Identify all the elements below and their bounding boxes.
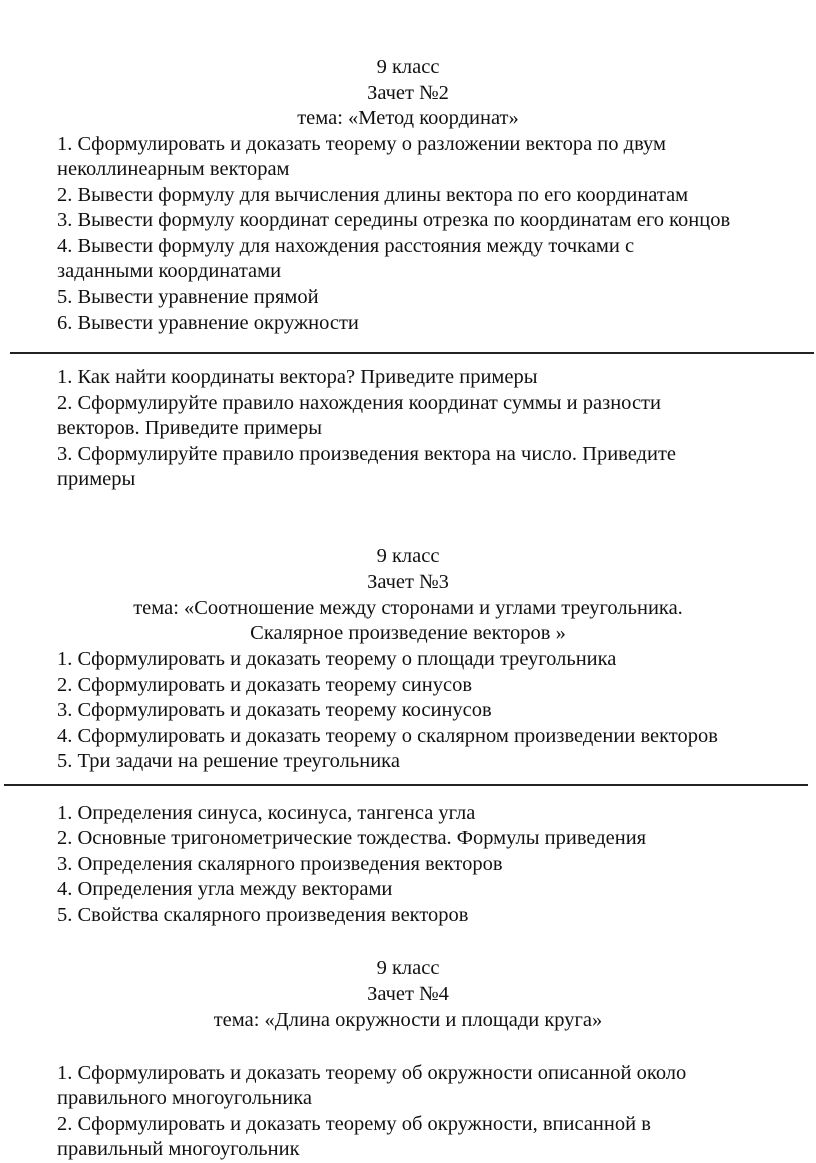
question-line: примеры	[57, 468, 136, 490]
question-line: 4. Определения угла между векторами	[57, 878, 393, 900]
theory-line: 4. Вывести формулу для нахождения расстояния между точками с	[57, 235, 635, 257]
topic-heading: тема: «Длина окружности и площади круга»	[213, 1009, 603, 1031]
question-line: 3. Сформулируйте правило произведения вектора на число. Приведите	[57, 443, 677, 465]
zachet-title: Зачет №3	[367, 571, 449, 593]
question-line: 2. Сформулируйте правило нахождения координат суммы и разности	[57, 392, 661, 414]
theory-line: 2. Сформулировать и доказать теорему об окружности, вписанной в	[57, 1113, 651, 1135]
section-divider	[10, 352, 814, 354]
theory-line: 5. Вывести уравнение прямой	[57, 286, 319, 308]
section-divider	[4, 784, 808, 786]
theory-line: 1. Сформулировать и доказать теорему о разложении вектора по двум	[57, 133, 666, 155]
grade-heading: 9 класс	[376, 545, 440, 567]
theory-line: 5. Три задачи на решение треугольника	[57, 750, 400, 772]
topic-heading: тема: «Метод координат»	[297, 107, 519, 129]
theory-line: 1. Сформулировать и доказать теорему об окружности описанной около	[57, 1062, 687, 1084]
theory-line: 4. Сформулировать и доказать теорему о скалярном произведении векторов	[57, 725, 718, 747]
theory-line: 1. Сформулировать и доказать теорему о площади треугольника	[57, 648, 617, 670]
zachet-title: Зачет №2	[367, 82, 449, 104]
question-line: векторов. Приведите примеры	[57, 417, 322, 439]
zachet-title: Зачет №4	[367, 983, 449, 1005]
theory-line: неколлинеарным векторам	[57, 158, 290, 180]
topic-heading-continued: Скалярное произведение векторов »	[250, 622, 566, 644]
question-line: 1. Определения синуса, косинуса, тангенса угла	[57, 802, 476, 824]
question-line: 2. Основные тригонометрические тождества. Формулы приведения	[57, 827, 647, 849]
question-line: 5. Свойства скалярного произведения векторов	[57, 904, 469, 926]
theory-line: правильного многоугольника	[57, 1087, 312, 1109]
grade-heading: 9 класс	[376, 957, 440, 979]
theory-line: 6. Вывести уравнение окружности	[57, 312, 359, 334]
theory-line: 3. Вывести формулу координат середины отрезка по координатам его концов	[57, 209, 731, 231]
theory-line: правильный многоугольник	[57, 1138, 300, 1160]
topic-heading: тема: «Соотношение между сторонами и углами треугольника.	[133, 597, 683, 619]
theory-line: 2. Сформулировать и доказать теорему синусов	[57, 674, 473, 696]
theory-line: 3. Сформулировать и доказать теорему косинусов	[57, 699, 492, 721]
theory-line: 2. Вывести формулу для вычисления длины вектора по его координатам	[57, 184, 689, 206]
grade-heading: 9 класс	[376, 56, 440, 78]
theory-line: заданными координатами	[57, 260, 282, 282]
question-line: 3. Определения скалярного произведения векторов	[57, 853, 503, 875]
question-line: 1. Как найти координаты вектора? Приведите примеры	[57, 366, 538, 388]
